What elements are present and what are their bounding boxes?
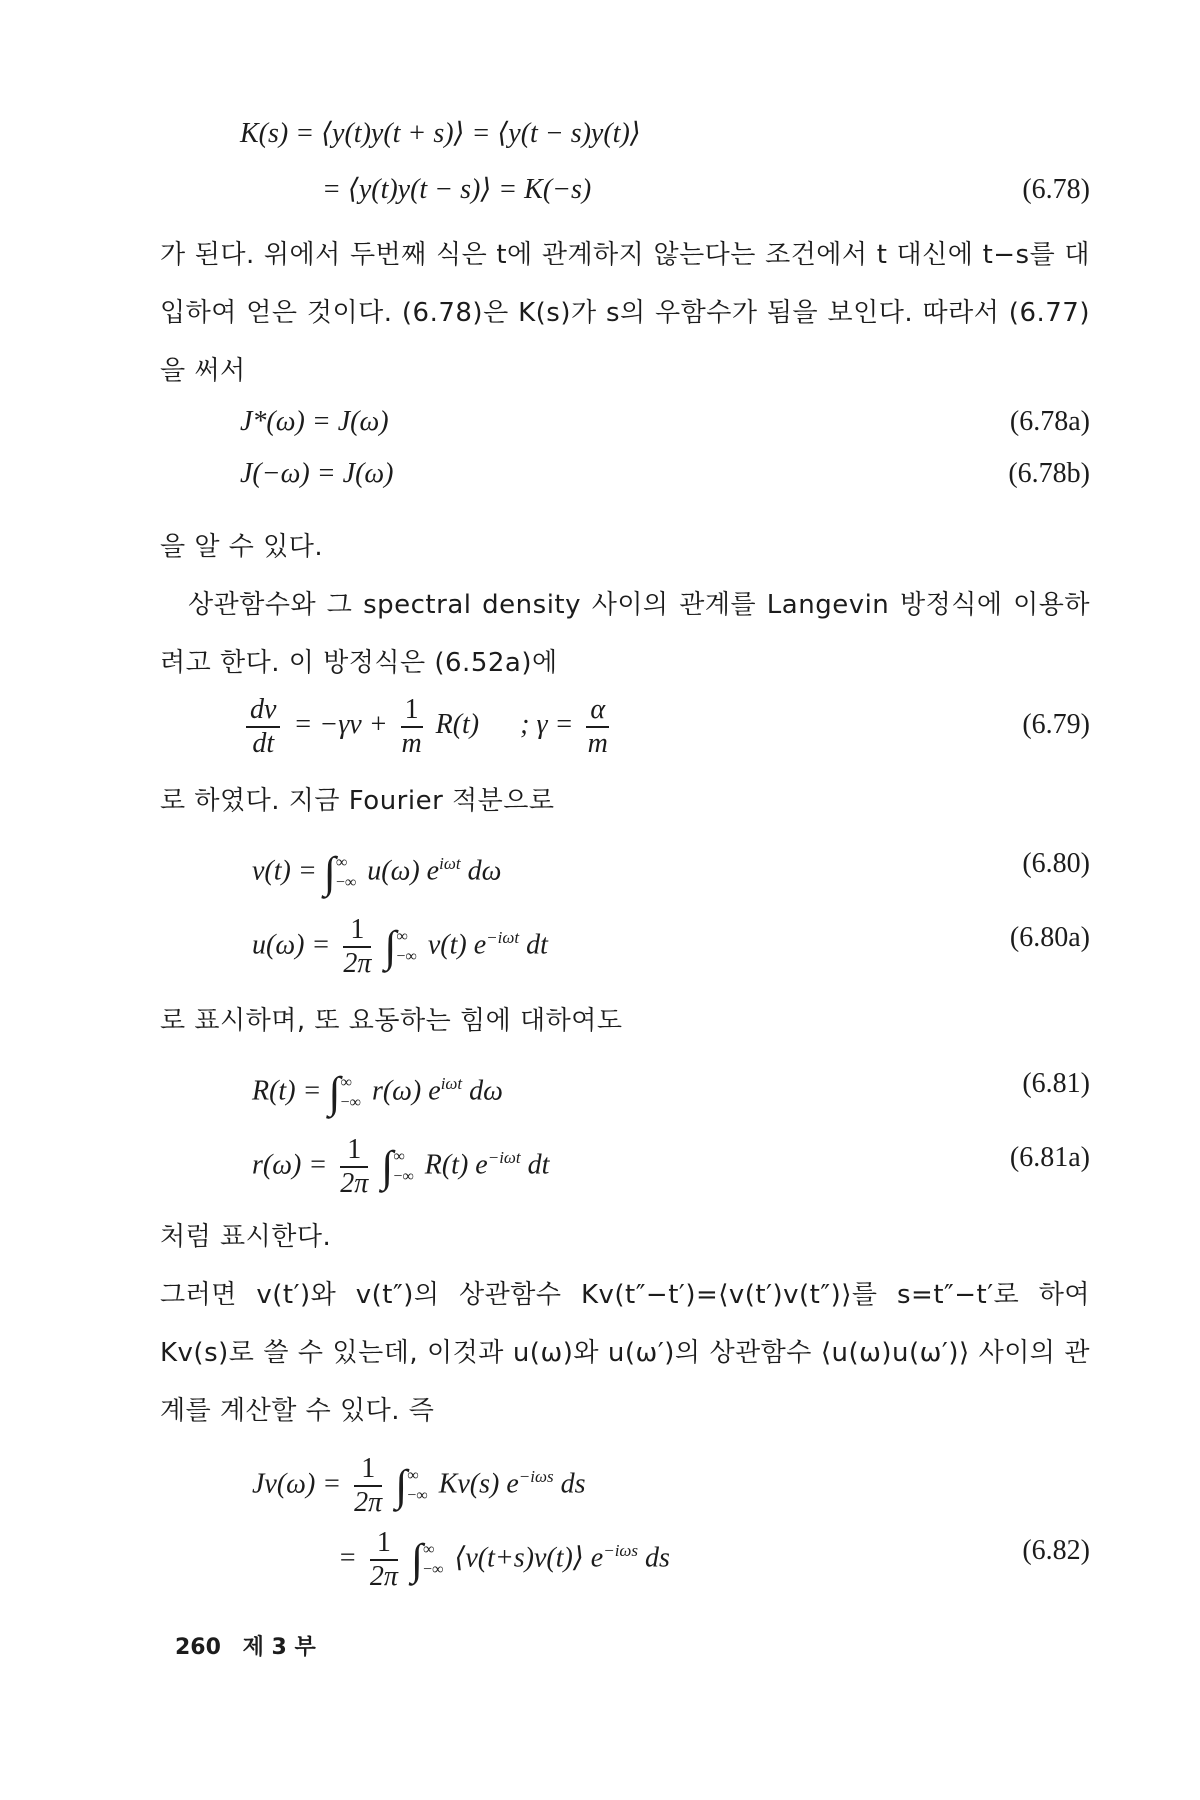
paragraph: 상관함수와 그 spectral density 사이의 관계를 Langevin 방정식에 이용하려고 한다. 이 방정식은 (6.52a)에 — [160, 590, 1090, 678]
equation-text: J(−ω) = J(ω) — [240, 458, 394, 489]
fraction-1-2pi: $\frac{1}{2\pi}$ — [354, 1452, 383, 1518]
equation-number: (6.81a) — [1009, 1142, 1090, 1173]
integral-sign: ∫ — [395, 1460, 408, 1510]
equation-number: (6.79) — [1022, 709, 1090, 740]
equation-6-80a: u(ω) = $\frac{1}{2\pi}$ ∫ ∞ −∞ v(t) $e^{-i\omega t}$ dt (6.80a) — [160, 898, 1090, 978]
equation-6-80: v(t) = ∫ ∞ −∞ u(ω) $e^{i\omega t}$ dω (6.80) — [160, 830, 1090, 898]
paragraph: 그러면 v(t′)와 v(t″)의 상관함수 Kv(t″−t′)=⟨v(t′)v(t″)⟩를 s=t″−t′로 하여 Kv(s)로 쓸 수 있는데, 이것과 u(ω)와 u(ω′)의 상관함수 ⟨u(ω)u(ω′)⟩ 사이의 관계를 계산할 수 있다. 즉 — [160, 1280, 1090, 1426]
equation-6-81a: r(ω) = $\frac{1}{2\pi}$ ∫ ∞ −∞ R(t) $e^{-i\omega t}$ dt (6.81a) — [160, 1118, 1090, 1198]
equation-6-78-line2 — [160, 168, 1090, 212]
part-label: 제 3 부 — [242, 1635, 316, 1660]
paragraph: 로 하였다. 지금 Fourier 적분으로 — [160, 786, 555, 816]
integral-sign: ∫ — [323, 847, 336, 897]
integral-limits: ∞ −∞ — [335, 853, 357, 891]
equation-number: (6.81) — [1022, 1068, 1090, 1099]
equation-text: = ⟨y(t)y(t − s)⟩ = K(−s) — [322, 174, 592, 205]
equation-number: (6.78a) — [1009, 406, 1090, 437]
equation-6-78-line1 — [160, 112, 1090, 156]
equation-text: K(s) = ⟨y(t)y(t + s)⟩ = ⟨y(t − s)y(t)⟩ — [240, 118, 641, 149]
fraction-alpha-m: $\frac{\alpha}{m}$ — [587, 693, 608, 759]
fraction-1-m: $\frac{1}{m}$ — [401, 693, 422, 759]
equation-number: (6.80a) — [1009, 922, 1090, 953]
equation-number: (6.82) — [1022, 1535, 1090, 1566]
equation-number: (6.78b) — [1008, 458, 1090, 489]
integral-sign: ∫ — [384, 921, 397, 971]
fraction-1-2pi: $\frac{1}{2\pi}$ — [343, 913, 372, 979]
integral-sign: ∫ — [328, 1067, 341, 1117]
integral-limits: ∞ −∞ — [407, 1466, 428, 1504]
page-footer — [175, 1630, 316, 1661]
equation-6-79: $\frac{dv}{dt}$ = −γv + $\frac{1}{m}$ R(t) ; γ = $\frac{\alpha}{m}$ (6.79) — [160, 690, 1090, 760]
integral-limits: ∞ −∞ — [396, 927, 417, 965]
integral-sign: ∫ — [381, 1141, 394, 1191]
integral-sign: ∫ — [410, 1534, 423, 1584]
fraction-dv-dt: $\frac{dv}{dt}$ — [246, 694, 280, 760]
equation-6-78a — [160, 400, 1090, 444]
equation-number: (6.80) — [1022, 848, 1090, 879]
integral-limits: ∞ −∞ — [393, 1147, 414, 1185]
equation-6-78b — [160, 452, 1090, 496]
fraction-1-2pi: $\frac{1}{2\pi}$ — [340, 1133, 369, 1199]
integral-limits: ∞ −∞ — [340, 1073, 361, 1111]
equation-number: (6.78) — [1022, 174, 1090, 205]
equation-text: J*(ω) = J(ω) — [240, 406, 389, 437]
equation-6-81: R(t) = ∫ ∞ −∞ r(ω) $e^{i\omega t}$ dω (6.81) — [160, 1050, 1090, 1118]
paragraph: 가 된다. 위에서 두번째 식은 t에 관계하지 않는다는 조건에서 t 대신에 t−s를 대입하여 얻은 것이다. (6.78)은 K(s)가 s의 우함수가 됨을 보인다. 따라서 (6.77)을 써서 — [160, 240, 1090, 386]
integral-limits: ∞ −∞ — [423, 1540, 444, 1578]
page-number: 260 — [175, 1635, 221, 1660]
fraction-1-2pi: $\frac{1}{2\pi}$ — [369, 1526, 398, 1592]
equation-6-82-line2: = $\frac{1}{2\pi}$ ∫ ∞ −∞ ⟨v(t+s)v(t)⟩ $e^{-i\omega s}$ ds (6.82) — [160, 1514, 1090, 1588]
paragraph: 을 알 수 있다. — [160, 532, 324, 562]
paragraph: 로 표시하며, 또 요동하는 힘에 대하여도 — [160, 1006, 623, 1036]
paragraph: 처럼 표시한다. — [160, 1222, 332, 1252]
equation-6-82-line1: Jv(ω) = $\frac{1}{2\pi}$ ∫ ∞ −∞ Kv(s) $e^{-i\omega s}$ ds — [252, 1452, 586, 1518]
